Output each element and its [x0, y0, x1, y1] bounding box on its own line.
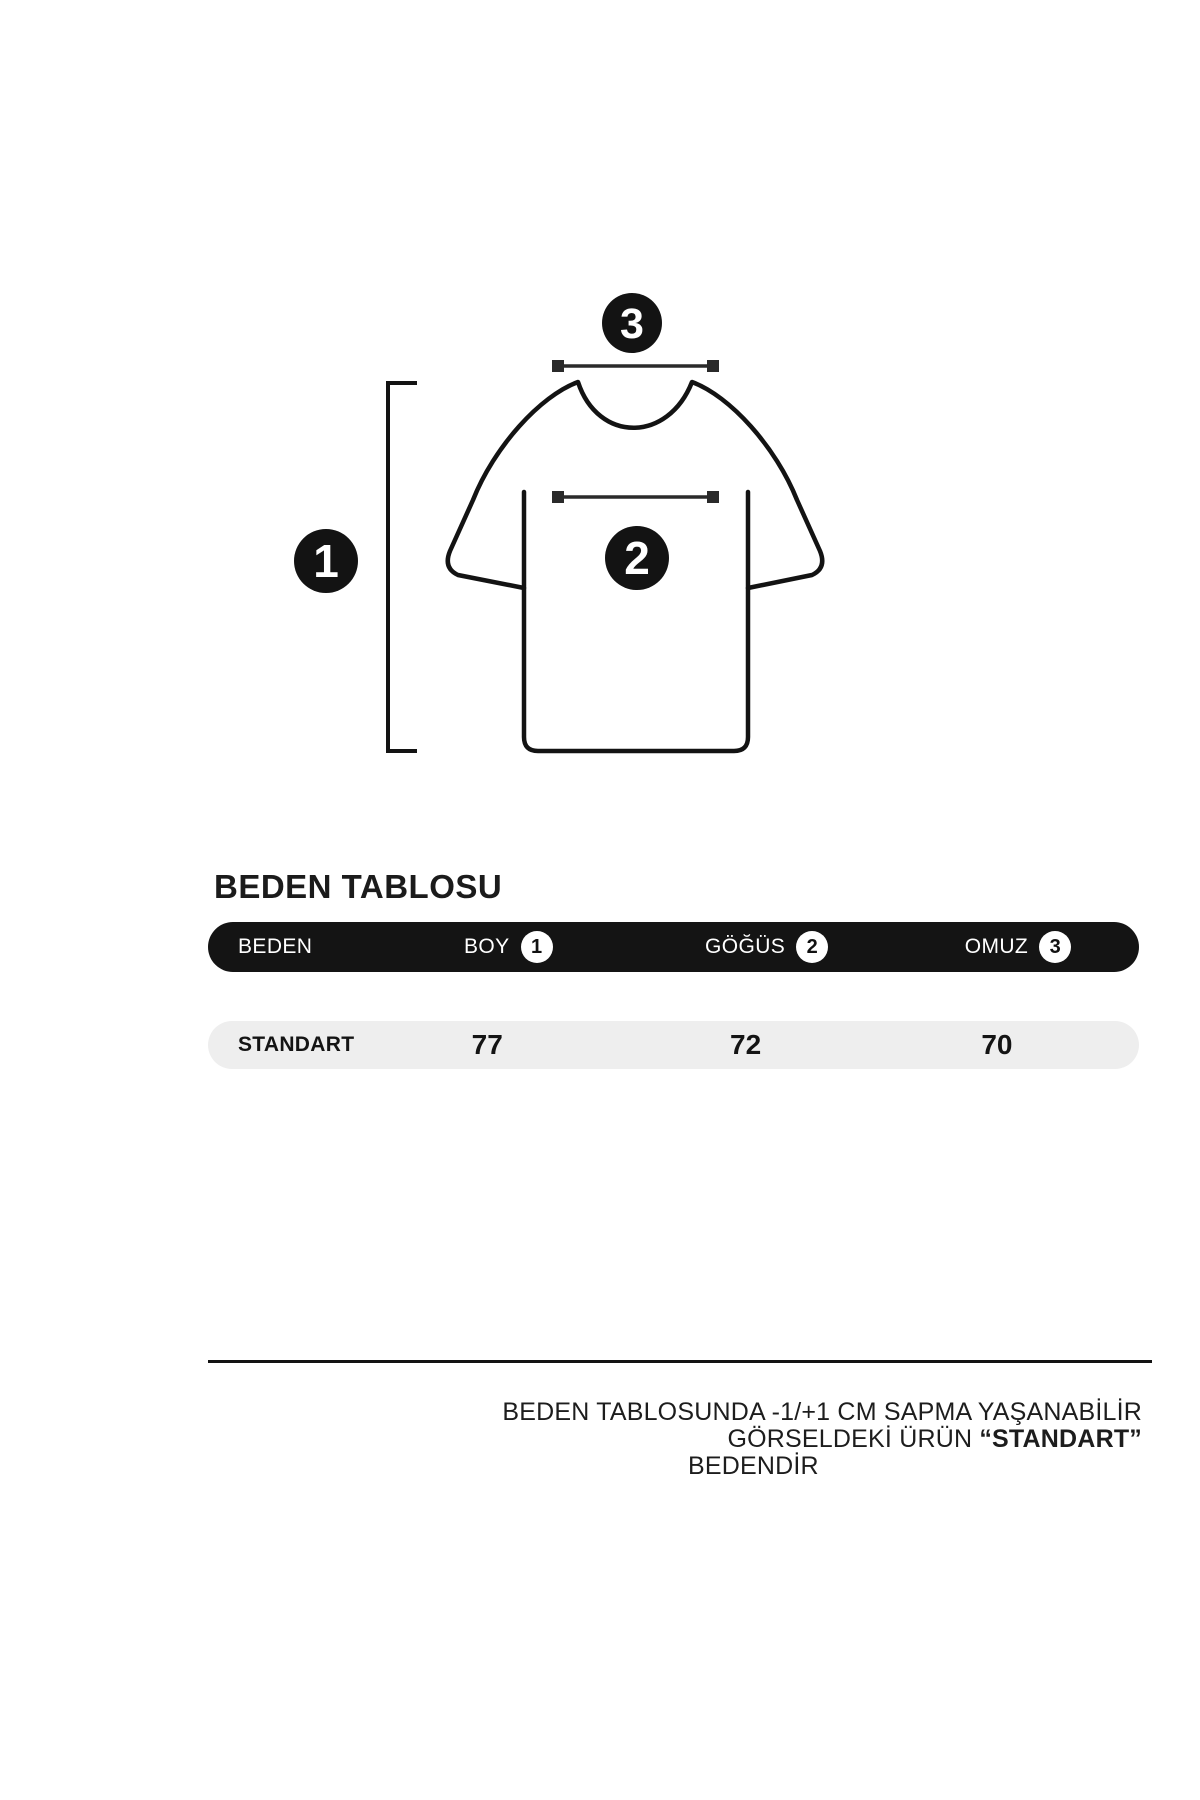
- note-line-2-bold: “STANDART”: [979, 1425, 1142, 1453]
- row-value-omuz: 70: [981, 1029, 1013, 1060]
- tshirt-measurement-diagram: [0, 0, 1200, 820]
- marker-3-label: 3: [620, 300, 644, 348]
- header-cell-gogus: [636, 931, 897, 963]
- note-line-2-text: GÖRSELDEKİ ÜRÜN: [727, 1425, 980, 1453]
- row-value-boy: 77: [471, 1029, 503, 1060]
- size-table-header: [208, 922, 1139, 972]
- badge-1: 1: [521, 931, 553, 963]
- header-cell-boy: [380, 931, 636, 963]
- divider-line: [208, 1360, 1152, 1363]
- header-cell-omuz: [897, 931, 1139, 963]
- marker-1-label: 1: [313, 535, 339, 587]
- row-size-name: STANDART: [238, 1033, 355, 1056]
- header-label-boy: BOY: [463, 935, 510, 958]
- marker-2-label: 2: [624, 532, 650, 584]
- marker-3-circle: [602, 293, 662, 353]
- shoulder-measure-line: [552, 360, 719, 372]
- header-label-omuz: OMUZ: [964, 935, 1029, 958]
- badge-3: 3: [1039, 931, 1071, 963]
- marker-1-circle: [294, 529, 358, 593]
- length-bracket: [388, 383, 417, 751]
- note-line-3: BEDENDİR: [688, 1452, 819, 1480]
- note-line-1: BEDEN TABLOSUNDA -1/+1 CM SAPMA YAŞANABİLİR: [502, 1398, 1142, 1426]
- page-title: BEDEN TABLOSU: [214, 868, 503, 905]
- badge-2: 2: [796, 931, 828, 963]
- header-label-beden: BEDEN: [238, 935, 313, 958]
- note-line-2: [340, 1426, 1142, 1453]
- size-note: [340, 1399, 1142, 1480]
- row-value-gogus: 72: [730, 1029, 762, 1060]
- size-table-row: [208, 1021, 1139, 1069]
- header-label-gogus: GÖĞÜS: [704, 935, 786, 958]
- chest-measure-line: [552, 491, 719, 503]
- marker-2-circle: [605, 526, 669, 590]
- header-cell-beden: [208, 935, 380, 959]
